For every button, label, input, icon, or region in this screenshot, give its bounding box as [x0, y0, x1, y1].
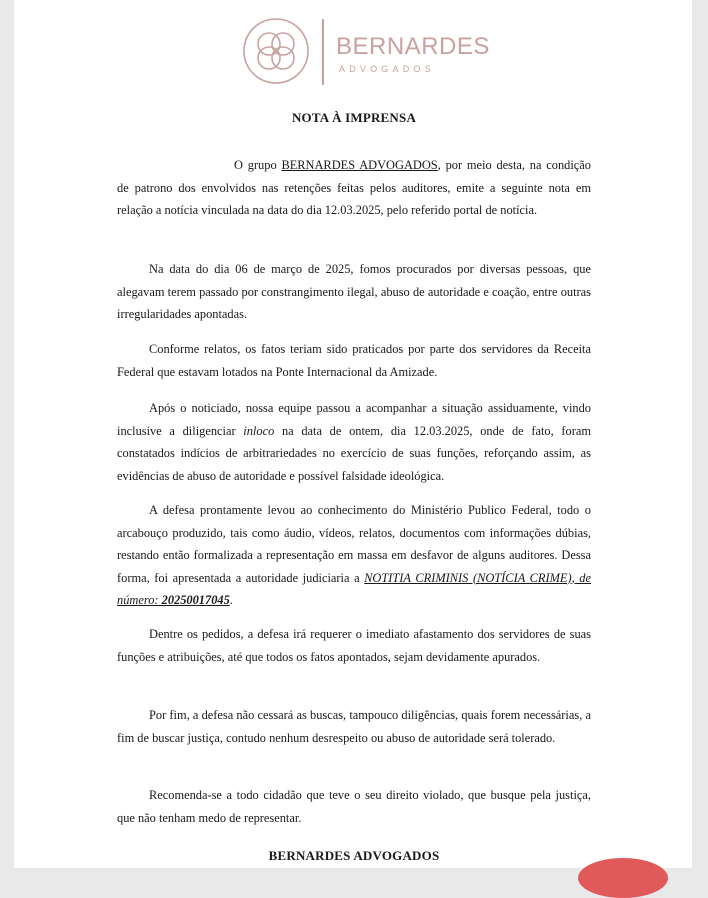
paragraph-2: Na data do dia 06 de março de 2025, fomos procurados por diversas pessoas, que alegavam terem passado por constrangimento ilegal, abuso de autoridade e coação, entre outras irregularidades apontadas.: [117, 262, 591, 321]
paragraph-8: Recomenda-se a todo cidadão que teve o seu direito violado, que busque pela justiça, que não tenham medo de representar.: [117, 788, 591, 825]
paragraph-5: A defesa prontamente levou ao conhecimento do Ministério Publico Federal, todo o arcabouço produzido, tais como áudio, vídeos, relatos, documentos com informações dúbias, restando então formalizada a representação em massa em desfavor de alguns auditores. Dessa forma, foi apresentada a autoridade judiciaria a NOTITIA CRIMINIS (NOTÍCIA CRIME), de número: 20250017045.: [117, 503, 591, 607]
logo-divider: [322, 19, 324, 85]
notitia-criminis: NOTITIA CRIMINIS (NOTÍCIA CRIME): [364, 570, 572, 585]
floating-action-badge[interactable]: [578, 858, 668, 898]
signature: BERNARDES ADVOGADOS: [268, 848, 440, 863]
paragraph-intro: O grupo BERNARDES ADVOGADOS, por meio desta, na condição de patrono dos envolvidos nas retenções feitas pelos auditores, emite a seguinte nota em relação a notícia vinculada na data do dia 12.03.2025, pelo referido portal de notícia.: [117, 158, 591, 217]
paragraph-6: Dentre os pedidos, a defesa irá requerer o imediato afastamento dos servidores de suas funções e atribuições, até que todos os fatos apontados, sejam devidamente apurados.: [117, 627, 591, 664]
document-title: NOTA À IMPRENSA: [291, 110, 417, 125]
paragraph-7: Por fim, a defesa não cessará as buscas, tampouco diligências, quais forem necessárias, a fim de buscar justiça, contudo nenhum desrespeito ou abuso de autoridade será tolerado.: [117, 708, 591, 745]
firm-name: BERNARDES ADVOGADOS: [281, 158, 438, 172]
logo-subtitle: ADVOGADOS: [339, 64, 435, 74]
firm-logo: [242, 17, 492, 87]
paragraph-3: Conforme relatos, os fatos teriam sido praticados por parte dos servidores da Receita Federal que estavam lotados na Ponte Internacional da Amizade.: [117, 342, 591, 379]
case-number: 20250017045: [161, 593, 230, 607]
logo-name: BERNARDES: [336, 33, 490, 60]
paragraph-4: Após o noticiado, nossa equipe passou a acompanhar a situação assiduamente, vindo inclusive a diligenciar inloco na data de ontem, dia 12.03.2025, onde de fato, foram constatados indícios de arbitrariedades no exercício de suas funções, reforçando assim, as evidências de abuso de autoridade e possível falsidade ideológica.: [117, 401, 591, 483]
interlocking-circles-icon: [242, 17, 310, 85]
